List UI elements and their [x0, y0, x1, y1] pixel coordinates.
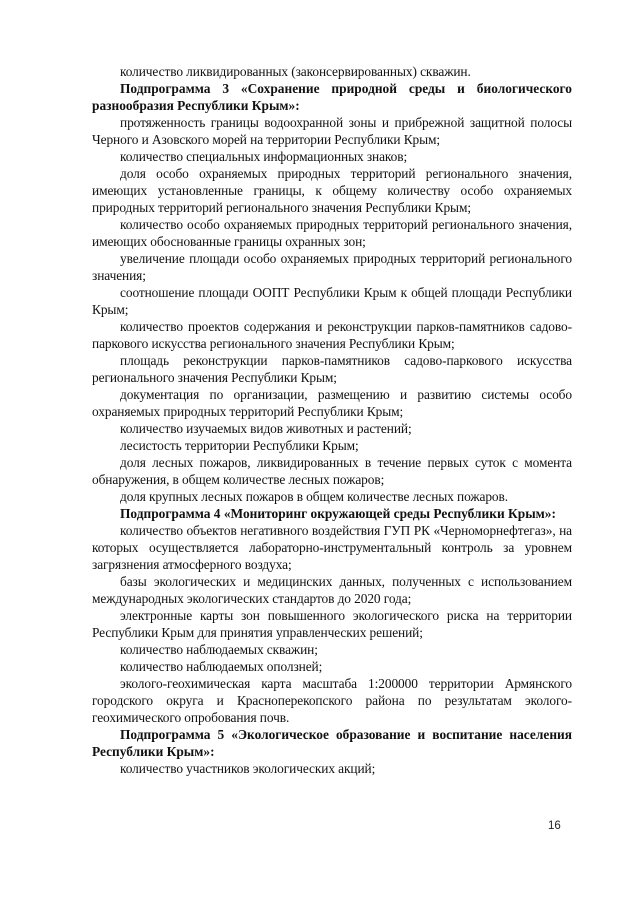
- indicator-item: базы экологических и медицинских данных, полученных с использованием международных экологических стандартов до 2020 года;: [92, 574, 572, 606]
- indicator-item: доля особо охраняемых природных территорий регионального значения, имеющих установленные границы, к общему количеству особо охраняемых природных территорий регионального значения Республики Крым;: [92, 166, 572, 215]
- subprogram-heading: Подпрограмма 3 «Сохранение природной среды и биологического разнообразия Республики Крым»:: [92, 81, 572, 113]
- indicator-item: документация по организации, размещению и развитию системы особо охраняемых природных территорий Республики Крым;: [92, 387, 572, 419]
- subprogram-heading: Подпрограмма 5 «Экологическое образование и воспитание населения Республики Крым»:: [92, 727, 572, 759]
- indicator-item: количество особо охраняемых природных территорий регионального значения, имеющих обоснованные границы охранных зон;: [92, 217, 572, 249]
- indicator-item: электронные карты зон повышенного экологического риска на территории Республики Крым для принятия управленческих решений;: [92, 608, 572, 640]
- document-page: [92, 63, 572, 777]
- subprogram-heading: Подпрограмма 4 «Мониторинг окружающей среды Республики Крым»:: [120, 506, 556, 521]
- indicator-item: увеличение площади особо охраняемых природных территорий регионального значения;: [92, 251, 572, 283]
- indicator-item: эколого-геохимическая карта масштаба 1:200000 территории Армянского городского округа и Красноперекопского района по результатам эколого-геохимического опробования почв.: [92, 676, 572, 725]
- indicator-item: количество специальных информационных знаков;: [120, 149, 408, 164]
- indicator-item: площадь реконструкции парков-памятников садово-паркового искусства регионального значения Республики Крым;: [92, 353, 572, 385]
- indicator-item: количество участников экологических акций;: [120, 761, 376, 776]
- indicator-item: соотношение площади ООПТ Республики Крым к общей площади Республики Крым;: [92, 285, 572, 317]
- page-number: 16: [548, 820, 561, 832]
- indicator-item: количество наблюдаемых оползней;: [120, 659, 323, 674]
- indicator-item: доля крупных лесных пожаров в общем количестве лесных пожаров.: [120, 489, 508, 504]
- indicator-item: количество изучаемых видов животных и растений;: [120, 421, 412, 436]
- indicator-item: количество ликвидированных (законсервированных) скважин.: [120, 64, 471, 79]
- indicator-item: лесистость территории Республики Крым;: [120, 438, 359, 453]
- indicator-item: количество объектов негативного воздействия ГУП РК «Черноморнефтегаз», на которых осуществляется лабораторно-инструментальный контроль за уровнем загрязнения атмосферного воздуха;: [92, 523, 572, 572]
- indicator-item: доля лесных пожаров, ликвидированных в течение первых суток с момента обнаружения, в общем количестве лесных пожаров;: [92, 455, 572, 487]
- indicator-item: количество наблюдаемых скважин;: [120, 642, 318, 657]
- indicator-item: количество проектов содержания и реконструкции парков-памятников садово-паркового искусства регионального значения Республики Крым;: [92, 319, 572, 351]
- indicator-item: протяженность границы водоохранной зоны и прибрежной защитной полосы Черного и Азовского морей на территории Республики Крым;: [92, 115, 572, 147]
